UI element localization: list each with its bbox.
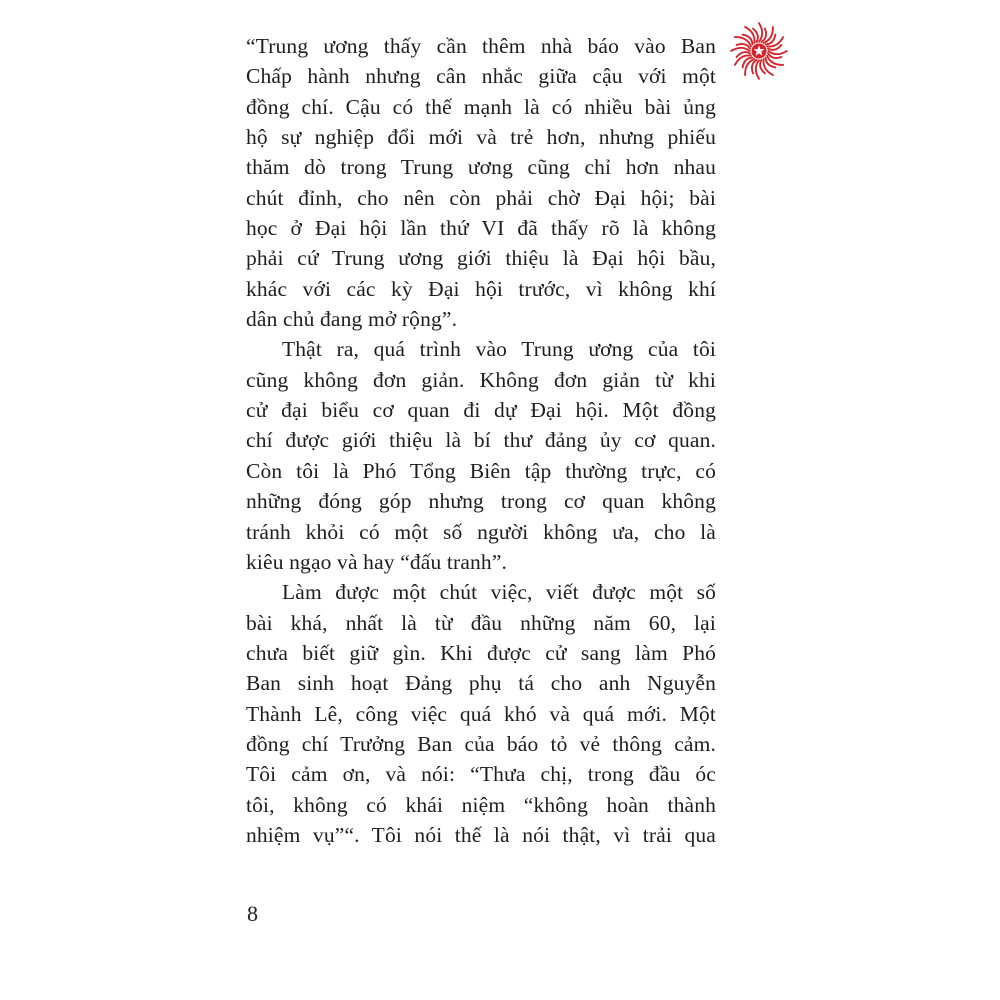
- page-number: 8: [247, 901, 258, 926]
- text-line: nhiệm vụ”“. Tôi nói thế là nói thật, vì trải qua: [246, 822, 716, 847]
- text-line: dân chủ đang mở rộng”.: [246, 307, 458, 332]
- text-line: thăm dò trong Trung ương cũng chỉ hơn nhau: [246, 155, 716, 180]
- text-line: chí được giới thiệu là bí thư đảng ủy cơ quan.: [246, 428, 716, 453]
- text-line: chưa biết giữ gìn. Khi được cử sang làm Phó: [246, 640, 716, 665]
- paragraph: [246, 577, 716, 850]
- text-line: Chấp hành nhưng cân nhắc giữa cậu với một: [246, 64, 716, 89]
- text-line: bài khá, nhất là từ đầu những năm 60, lại: [246, 610, 716, 635]
- text-line: học ở Đại hội lần thứ VI đã thấy rõ là không: [246, 216, 716, 241]
- text-line: đồng chí Trưởng Ban của báo tỏ vẻ thông cảm.: [246, 731, 716, 756]
- text-line: kiêu ngạo và hay “đấu tranh”.: [246, 549, 508, 574]
- star-emblem-icon: [730, 22, 788, 80]
- text-line: những đóng góp nhưng trong cơ quan không: [246, 489, 716, 514]
- text-line: cử đại biểu cơ quan đi dự Đại hội. Một đồng: [246, 398, 716, 423]
- text-line: “Trung ương thấy cần thêm nhà báo vào Ban: [246, 34, 716, 58]
- text-line: cũng không đơn giản. Không đơn giản từ khi: [246, 367, 716, 392]
- text-line: hộ sự nghiệp đổi mới và trẻ hơn, nhưng phiếu: [246, 125, 716, 150]
- text-line: tôi, không có khái niệm “không hoàn thành: [246, 792, 716, 817]
- text-line: Còn tôi là Phó Tổng Biên tập thường trực, có: [246, 458, 716, 483]
- text-line: tránh khỏi có một số người không ưa, cho là: [246, 519, 716, 544]
- text-line: khác với các kỳ Đại hội trước, vì không khí: [246, 276, 716, 301]
- paragraph: [246, 334, 716, 577]
- text-line: Thành Lê, công việc quá khó và quá mới. Một: [246, 701, 716, 726]
- text-line: phải cứ Trung ương giới thiệu là Đại hội bầu,: [246, 246, 716, 271]
- paragraph: [246, 31, 716, 334]
- text-line: Làm được một chút việc, viết được một số: [282, 580, 716, 605]
- text-line: đồng chí. Cậu có thế mạnh là có nhiều bài ủng: [246, 94, 716, 119]
- text-line: Thật ra, quá trình vào Trung ương của tôi: [282, 337, 716, 362]
- text-line: Tôi cảm ơn, và nói: “Thưa chị, trong đầu óc: [246, 762, 716, 787]
- text-line: chút đỉnh, cho nên còn phải chờ Đại hội; bài: [246, 185, 716, 210]
- body-text: [246, 31, 716, 850]
- text-line: Ban sinh hoạt Đảng phụ tá cho anh Nguyễn: [246, 671, 716, 696]
